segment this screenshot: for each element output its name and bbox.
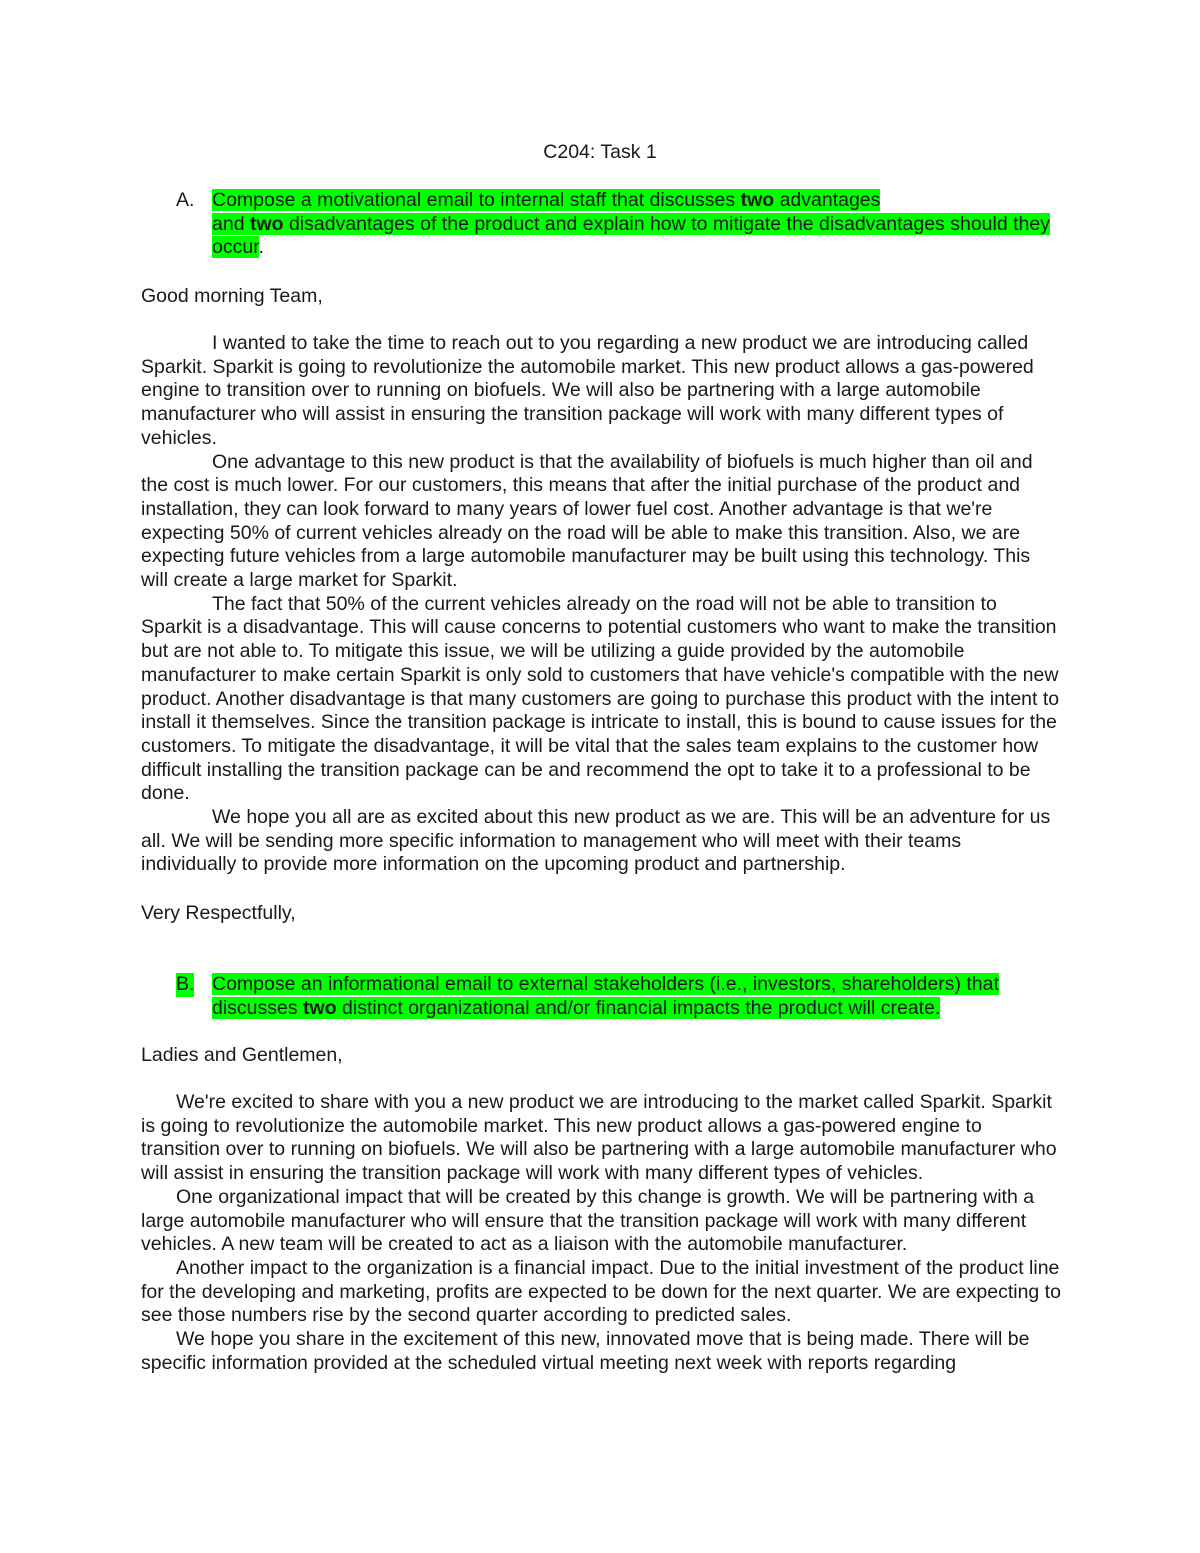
email-b-paragraph: One organizational impact that will be created by this change is growth. We will be partnering with a large automobile manufacturer who will ensure that the transition package will work with many different vehicles. A new team will be created to act as a liaison with the automobile manufacturer.: [141, 1185, 1035, 1256]
email-a-greeting: Good morning Team,: [141, 285, 323, 307]
email-a-paragraph: I wanted to take the time to reach out to you regarding a new product we are introducing called Sparkit. Sparkit is going to revolutionize the automobile market. This new product allows a gas-powered engine to transition over to running on biofuels. We will also be partnering with a large automobile manufacturer who will assist in ensuring the transition package will work with many different types of vehicles.: [141, 332, 1034, 449]
email-a-paragraph: One advantage to this new product is that the availability of biofuels is much higher than oil and the cost is much lower. For our customers, this means that after the initial purchase of the product and installation, they can look forward to many years of lower fuel cost. Another advantage is that we're expecting 50% of current vehicles already on the road will be able to make this transition. Also, we are expecting future vehicles from a large automobile manufacturer may be built using this technology. This will create a large market for Sparkit.: [141, 450, 1033, 592]
document-title: C204: Task 1: [543, 141, 657, 163]
task-a-text-4: disadvantages of the product and explain how to mitigate the disadvantages should they occur: [212, 212, 1050, 259]
task-a-prompt: [176, 189, 1066, 261]
email-b-paragraph: We're excited to share with you a new product we are introducing to the market called Sparkit. Sparkit is going to revolutionize the automobile market. This new product allows a gas-powered engine to transition over to running on biofuels. We will also be partnering with a large automobile manufacturer who will assist in ensuring the transition package will work with many different types of vehicles.: [141, 1091, 1057, 1185]
email-b-paragraph: Another impact to the organization is a financial impact. Due to the initial investment of the product line for the developing and marketing, profits are expected to be down for the next quarter. We are expecting to see those numbers rise by the second quarter according to predicted sales.: [141, 1256, 1061, 1327]
task-b-text-2: distinct organizational and/or financial impacts the product will create.: [336, 996, 941, 1019]
task-a-end: .: [258, 236, 265, 259]
task-a-bold-2: two: [249, 212, 284, 235]
task-b-highlight: [212, 973, 999, 1019]
task-b-text: [212, 973, 1064, 1020]
email-b-body: [141, 1091, 1061, 1375]
task-b-label: B.: [176, 973, 195, 995]
task-a-label: A.: [176, 189, 195, 211]
email-a-closing: Very Respectfully,: [141, 902, 296, 924]
task-a-bold-1: two: [740, 189, 775, 211]
task-b-text-1: Compose an informational email to external stakeholders (i.e., investors, shareholders) that discusses: [212, 973, 999, 1019]
email-b-paragraph: We hope you share in the excitement of this new, innovated move that is being made. There will be specific information provided at the scheduled virtual meeting next week with reports regarding: [141, 1328, 1030, 1374]
task-a-text-3: and: [212, 212, 250, 235]
task-a-text-1: Compose a motivational email to internal staff that discusses: [212, 189, 741, 211]
task-a-highlight: [212, 189, 1050, 258]
task-b-prompt: [176, 973, 1066, 1021]
email-a-paragraph: The fact that 50% of the current vehicles already on the road will not be able to transition to Sparkit is a disadvantage. This will cause concerns to potential customers who want to make the transition but are not able to. To mitigate this issue, we will be utilizing a guide provided by the automobile manufacturer to make certain Sparkit is only sold to customers that have vehicle's compatible with the new product. Another disadvantage is that many customers are going to purchase this product with the intent to install it themselves. Since the transition package is intricate to install, this is bound to cause issues for the customers. To mitigate the disadvantage, it will be vital that the sales team explains to the customer how difficult installing the transition package can be and recommend the opt to take it to a professional to be done.: [141, 592, 1060, 805]
task-a-text-2: advantages: [774, 189, 881, 211]
task-b-bold-1: two: [303, 996, 337, 1019]
email-b-greeting: Ladies and Gentlemen,: [141, 1044, 343, 1066]
email-a-paragraph: We hope you all are as excited about this new product as we are. This will be an adventure for us all. We will be sending more specific information to management who will meet with their teams individually to provide more information on the upcoming product and partnership.: [141, 806, 1051, 876]
task-a-text: [212, 189, 1064, 260]
email-a-body: [141, 332, 1061, 877]
